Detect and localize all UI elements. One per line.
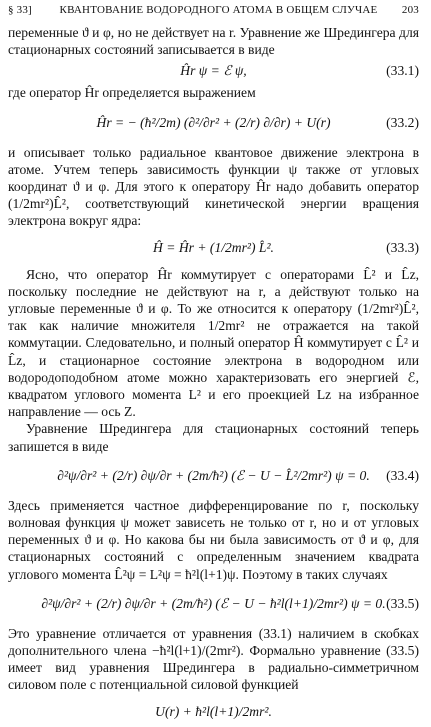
paragraph-4: Ясно, что оператор Ĥr коммутирует с операторами L̂² и L̂z, поскольку последние не действуют на r, а действуют только на угловые переменные ϑ и φ. То же относится к оператору (1/2mr²)L̂², так как наличие множителя 1/2mr² не отражается на такой коммутации. Следовательно, и полный оператор Ĥ коммутирует с L̂² и L̂z, и стационарное состояние электрона в водородном или водородоподобном атоме можно характеризовать его энергией ℰ, квадратом углового момента L² и его проекцией Lz на избранное направление — ось Z. — [8, 266, 419, 420]
paragraph-3: и описывает только радиальное квантовое движение электрона в атоме. Учтем теперь зависимость функции ψ также от угловых координат ϑ и φ. Для этого к оператору Ĥr надо добавить оператор (1/2mr²)L̂², соответствующий кинетической энергии вращения электрона вокруг ядра: — [8, 144, 419, 229]
equation-potential-body: U(r) + ħ²l(l+1)/2mr². — [155, 703, 272, 719]
page-number: 203 — [401, 4, 419, 16]
section-ref: § 33] — [8, 4, 32, 16]
paragraph-2: где оператор Ĥr определяется выражением — [8, 85, 256, 101]
equation-33-3-body: Ĥ = Ĥr + (1/2mr²) L̂². — [153, 239, 274, 255]
equation-33-4 — [8, 458, 419, 494]
equation-33-1-body: Ĥr ψ = ℰ ψ, — [180, 63, 247, 79]
equation-33-3 — [8, 233, 419, 263]
equation-potential — [8, 697, 419, 727]
paragraph-7: Это уравнение отличается от уравнения (33.1) наличием в скобках дополнительного члена −ħ²l(l+1)/(2mr²). Формально уравнение (33.5) имеет вид уравнения Шредингера в радиально-симметричном силовом поле с потенциальной силовой функцией — [8, 625, 419, 693]
equation-33-1-number: (33.1) — [386, 63, 419, 79]
running-title: КВАНТОВАНИЕ ВОДОРОДНОГО АТОМА В ОБЩЕМ СЛУЧАЕ — [59, 4, 378, 16]
paragraph-6: Здесь применяется частное дифференцирование по r, поскольку волновая функция ψ может зависеть не только от r, но и от угловых переменных ϑ и φ. Но какова бы ни была зависимость от ϑ и φ, для стационарных состояний с определенным значением квадрата углового момента L̂²ψ = L²ψ = ħ²l(l+1)ψ. Поэтому в таких случаях — [8, 497, 419, 582]
equation-33-4-body: ∂²ψ/∂r² + (2/r) ∂ψ/∂r + (2m/ħ²) (ℰ − U − L̂²/2mr²) ψ = 0. — [57, 467, 370, 483]
equation-33-1 — [8, 61, 419, 81]
running-header — [8, 4, 419, 20]
equation-33-5-body: ∂²ψ/∂r² + (2/r) ∂ψ/∂r + (2m/ħ²) (ℰ − U − ħ²l(l+1)/2mr²) ψ = 0. — [41, 595, 386, 611]
paragraph-1: переменные ϑ и φ, но не действует на r. Уравнение же Шредингера для стационарных состояний записывается в виде — [8, 25, 419, 58]
equation-33-2-number: (33.2) — [386, 114, 419, 130]
paragraph-5: Уравнение Шредингера для стационарных состояний теперь запишется в виде — [8, 421, 419, 454]
equation-33-2 — [8, 105, 419, 141]
equation-33-5-number: (33.5) — [386, 595, 419, 611]
equation-33-3-number: (33.3) — [386, 239, 419, 255]
equation-33-4-number: (33.4) — [386, 467, 419, 483]
equation-33-5 — [8, 586, 419, 622]
equation-33-2-body: Ĥr = − (ħ²/2m) (∂²/∂r² + (2/r) ∂/∂r) + U(r) — [96, 114, 331, 130]
